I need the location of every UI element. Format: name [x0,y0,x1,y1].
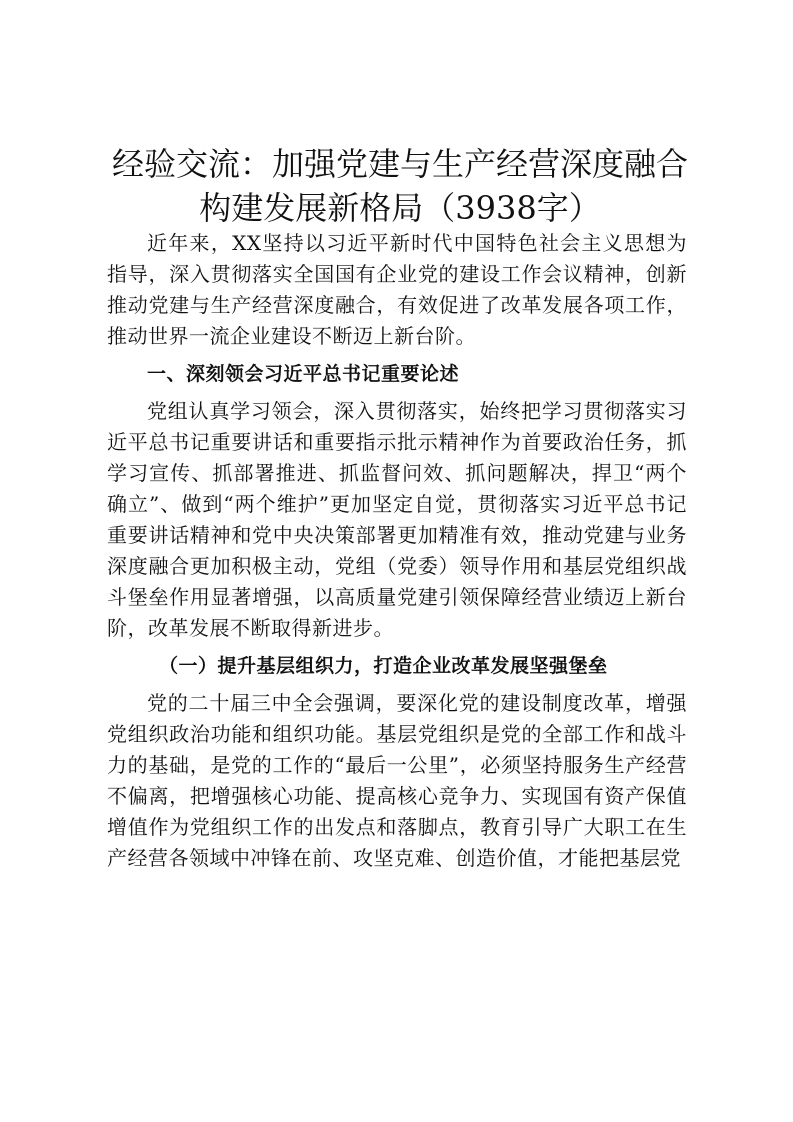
section-1-paragraph: 党组认真学习领会，深入贯彻落实，始终把学习贯彻落实习近平总书记重要讲话和重要指示批示精神作为首要政治任务，抓学习宣传、抓部署推进、抓监督问效、抓问题解决，捍卫“两个确立”、做到“两个维护”更加坚定自觉，贯彻落实习近平总书记重要讲话精神和党中央决策部署更加精准有效，推动党建与业务深度融合更加积极主动，党组（党委）领导作用和基层党组织战斗堡垒作用显著增强，以高质量党建引领保障经营业绩迈上新台阶，改革发展不断取得新进步。 [107,399,687,640]
subsection-heading-1: （一）提升基层组织力，打造企业改革发展坚强堡垒 [159,655,608,677]
document-body [107,228,687,874]
intro-paragraph: 近年来，XX坚持以习近平新时代中国特色社会主义思想为指导，深入贯彻落实全国国有企业党的建设工作会议精神，创新推动党建与生产经营深度融合，有效促进了改革发展各项工作，推动世界一流企业建设不断迈上新台阶。 [107,231,687,348]
subsection-1-paragraph: 党的二十届三中全会强调，要深化党的建设制度改革，增强党组织政治功能和组织功能。基层党组织是党的全部工作和战斗力的基础，是党的工作的“最后一公里”，必须坚持服务生产经营不偏离，把增强核心功能、提高核心竞争力、实现国有资产保值增值作为党组织工作的出发点和落脚点，教育引导广大职工在生产经营各领域中冲锋在前、攻坚克难、创造价值，才能把基层党 [107,691,687,870]
document-title: 经验交流：加强党建与生产经营深度融合构建发展新格局（3938字） [111,145,688,227]
section-heading-1: 一、深刻领会习近平总书记重要论述 [147,363,460,385]
